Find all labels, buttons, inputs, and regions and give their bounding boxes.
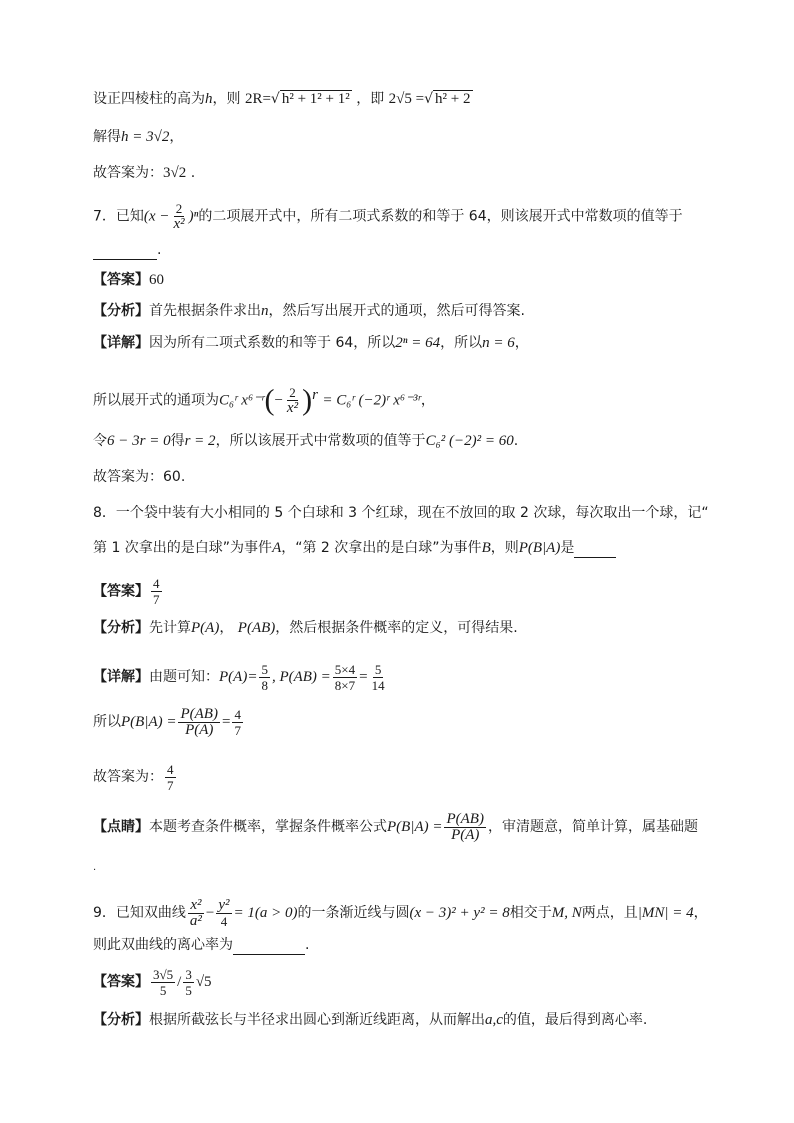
math-var: h [205, 91, 213, 107]
numerator: 2 [175, 201, 183, 216]
text: 则此双曲线的离心率为 [93, 937, 233, 953]
numerator: y² [218, 896, 230, 913]
text: ，然后写出展开式的通项，然后可得答案. [268, 303, 525, 319]
math-fraction [151, 967, 175, 998]
math-expr: n = 6 [482, 335, 515, 351]
math-expr: C₆² (−2)² = 60 [425, 433, 514, 449]
text: 得 [170, 433, 185, 449]
text: 故答案为： [93, 165, 163, 181]
math-expr: )ⁿ [188, 208, 199, 225]
text: 先计算 [149, 620, 191, 636]
denominator: 8 [261, 677, 268, 693]
question-7-constant-term [93, 431, 518, 451]
text: 因为所有二项式系数的和等于 64，所以 [149, 335, 396, 351]
text: ， [514, 335, 529, 351]
text: ，所以 [440, 335, 483, 351]
math-fraction [165, 762, 176, 793]
analysis-tag: 【分析】 [93, 1012, 149, 1028]
text: 两点，且 [581, 905, 638, 921]
text: ，即 [356, 91, 385, 107]
math-expr: 2√5 = [388, 91, 425, 107]
text: 第 1 次拿出的是白球”为事件 [93, 540, 273, 556]
math-expr: = [221, 714, 231, 730]
detail-tag: 【详解】 [93, 335, 149, 351]
question-9-answer [93, 965, 212, 999]
math-radicand: h² + 1² + 1² [281, 91, 350, 107]
text: 7．已知 [93, 208, 144, 225]
question-7-blank [93, 240, 161, 260]
text: 由题可知： [149, 669, 219, 685]
math-expr: = [359, 669, 368, 685]
text: 8．一个袋中装有大小相同的 5 个白球和 3 个红球，现在不放回的取 2 次球，每次取出一个球，记“ [93, 505, 709, 521]
question-7-answer [93, 270, 164, 290]
math-expr: = C₆ʳ (−2)ʳ x⁶⁻³ʳ [322, 392, 421, 409]
text: 相交于 [509, 905, 552, 921]
numerator: 5 [261, 661, 268, 677]
denominator: a² [189, 912, 202, 929]
math-fraction [183, 967, 194, 998]
text: . [305, 937, 310, 953]
text: 9．已知双曲线 [93, 905, 186, 921]
text: ，所以该展开式中常数项的值等于 [215, 433, 426, 449]
numerator: 4 [167, 761, 174, 777]
text: ， [420, 392, 435, 409]
text: ， [169, 129, 184, 145]
math-fraction [259, 662, 270, 693]
math-expr: P(B|A) = [121, 714, 177, 730]
denominator: 7 [234, 722, 241, 738]
text: . [190, 165, 196, 181]
text: 解得 [93, 129, 121, 145]
text: 所以 [93, 714, 121, 730]
math-expr: h = 3√2 [121, 129, 170, 145]
math-expr: P(AB) [237, 620, 276, 636]
question-7-detail [93, 333, 529, 353]
denominator: P(A) [185, 721, 214, 738]
denominator: P(A) [451, 826, 480, 843]
numerator: 3 [185, 966, 192, 982]
math-expr: M, N [551, 905, 582, 921]
solution-line-solve [93, 127, 183, 147]
math-fraction [370, 662, 387, 693]
math-expr: P(A)= [219, 669, 258, 685]
denominator: 14 [371, 677, 385, 693]
math-expr: , P(AB) = [271, 669, 331, 685]
exponent: r [312, 387, 318, 403]
text: 是 [560, 540, 575, 556]
math-var: n [261, 303, 269, 319]
math-var: A [272, 540, 282, 556]
text: ， [693, 905, 708, 921]
math-expr: − [205, 905, 215, 921]
math-fraction [171, 201, 186, 232]
numerator: P(AB) [180, 705, 218, 722]
denominator: 5 [159, 982, 167, 998]
answer-blank [574, 557, 616, 558]
note-tag: 【点睛】 [93, 819, 149, 835]
numerator: 2 [289, 385, 296, 401]
math-expr: a,c [485, 1012, 503, 1028]
math-fraction [285, 385, 300, 416]
text: 故答案为：60. [93, 469, 186, 485]
detail-tag: 【详解】 [93, 669, 149, 685]
math-expr: P(A) [191, 620, 220, 636]
numerator: 5×4 [334, 661, 356, 677]
analysis-tag: 【分析】 [93, 620, 149, 636]
text: 本题考查条件概率，掌握条件概率公式 [149, 819, 387, 835]
question-7-final [93, 467, 185, 487]
math-expr: (x − 3)² + y² = 8 [409, 905, 510, 921]
text: 故答案为： [93, 769, 163, 785]
question-9-analysis [93, 1010, 647, 1030]
question-8-analysis [93, 618, 518, 638]
answer-tag: 【答案】 [93, 974, 149, 990]
math-var: B [481, 540, 491, 556]
numerator: 5 [374, 661, 382, 677]
numerator: 4 [234, 706, 241, 722]
math-expr: √5 [195, 974, 212, 990]
text: 的值，最后得到离心率. [502, 1012, 648, 1028]
answer-blank [233, 954, 305, 955]
text: . [157, 242, 162, 258]
text: 令 [93, 433, 107, 449]
math-radicand: h² + 2 [435, 91, 471, 107]
text: 设正四棱柱的高为 [93, 91, 205, 107]
separator: / [177, 974, 182, 990]
answer-blank [93, 259, 157, 260]
question-8-stem-1 [93, 503, 709, 523]
question-7-analysis [93, 301, 525, 321]
math-fraction [188, 898, 204, 929]
math-fraction [444, 812, 485, 843]
text: . [513, 433, 519, 449]
denominator: 7 [167, 777, 174, 793]
math-fraction [178, 707, 219, 738]
denominator: 8×7 [334, 677, 356, 693]
question-9-stem-2 [93, 935, 309, 955]
math-expr: 2R= [244, 91, 271, 107]
denominator: 4 [220, 913, 228, 929]
left-paren: ( [264, 383, 275, 417]
solution-line-answer [93, 163, 195, 183]
solution-line-height: 设正四棱柱的高为h，则 2R=√ h² + 1² + 1² ，即 2√5 =√ h² + 2 [93, 91, 471, 107]
text: 所以展开式的通项为 [93, 392, 219, 409]
text: ， [219, 620, 234, 636]
text: 首先根据条件求出 [149, 303, 261, 319]
answer-tag: 【答案】 [93, 583, 149, 600]
math-expr: = 1(a > 0) [233, 905, 298, 921]
text: . [93, 862, 97, 873]
text: ，然后根据条件概率的定义，可得结果. [275, 620, 518, 636]
math-expr: (x − [143, 208, 170, 225]
math-expr: 2ⁿ = 64 [395, 335, 441, 351]
math-expr: C₆ʳ x⁶⁻ʳ [219, 392, 265, 409]
math-fraction [216, 898, 231, 929]
math-expr: |MN| = 4 [637, 905, 694, 921]
math-expr: P(B|A) [518, 540, 561, 556]
numerator: 3√5 [153, 966, 174, 982]
denominator: x² [286, 400, 299, 417]
answer-tag: 【答案】 [93, 272, 149, 288]
denominator: 5 [185, 982, 192, 998]
text: ，“第 2 次拿出的是白球”为事件 [281, 540, 482, 556]
question-8-note [93, 810, 698, 844]
question-9-stem-1 [93, 896, 708, 930]
question-8-stem-2 [93, 538, 616, 558]
question-7-stem [93, 201, 683, 232]
math-fraction [232, 707, 243, 738]
numerator: 4 [153, 576, 160, 591]
numerator: P(AB) [446, 810, 484, 827]
math-expr: 6 − 3r = 0 [107, 433, 171, 449]
denominator: 7 [153, 592, 160, 607]
text: ，则 [490, 540, 519, 556]
question-7-general-term [93, 377, 435, 419]
denominator: x² [173, 216, 185, 232]
math-expr: 3√2 [163, 165, 187, 181]
question-8-answer [93, 576, 164, 607]
text: ，则 [212, 91, 241, 107]
math-fraction [333, 662, 357, 693]
minus-sign: − [274, 392, 283, 409]
answer-fraction [151, 576, 162, 607]
numerator: x² [190, 896, 202, 913]
question-8-detail [93, 660, 389, 694]
text: 根据所截弦长与半径求出圆心到渐近线距离，从而解出 [149, 1012, 485, 1028]
answer-value: 60 [149, 272, 164, 288]
question-8-note-dot [93, 858, 96, 878]
question-8-final [93, 760, 178, 794]
text: 的一条渐近线与圆 [297, 905, 410, 921]
text: ，审清题意，简单计算，属基础题 [487, 819, 698, 835]
right-paren: ) [302, 383, 313, 417]
math-expr: P(B|A) = [387, 819, 443, 835]
text: 的二项展开式中，所有二项式系数的和等于 64，则该展开式中常数项的值等于 [198, 208, 683, 225]
analysis-tag: 【分析】 [93, 303, 149, 319]
math-expr: r = 2 [184, 433, 216, 449]
question-8-so [93, 705, 245, 739]
